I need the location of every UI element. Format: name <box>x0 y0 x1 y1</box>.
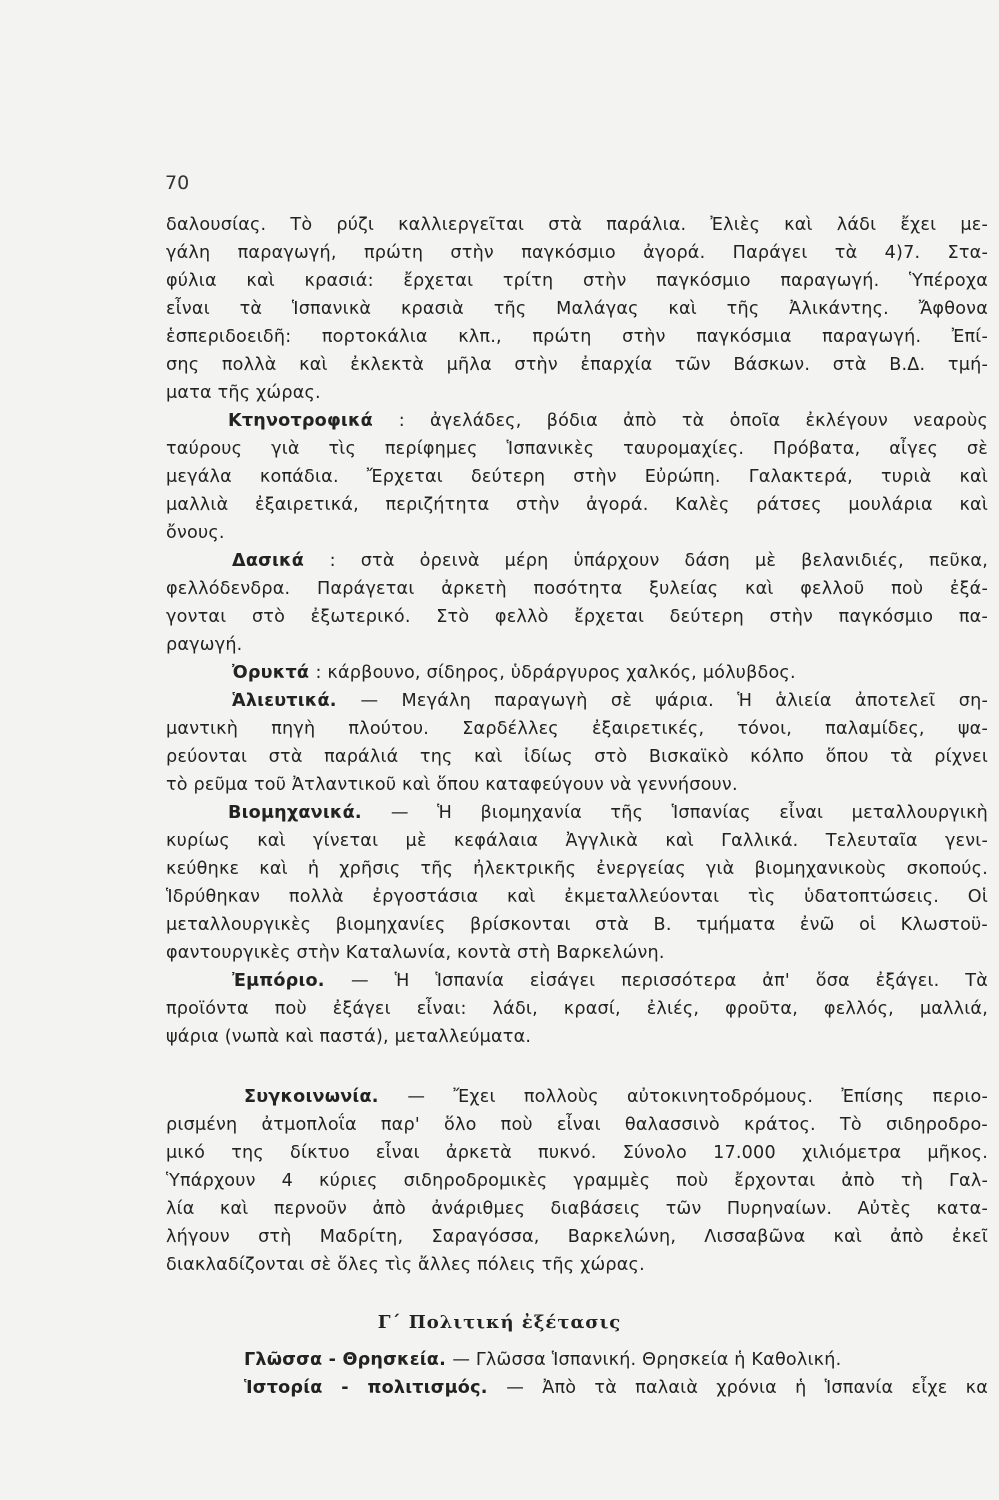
line-text: φελλόδενδρα. Παράγεται ἀρκετὴ ποσότητα ξυλείας καὶ φελλοῦ ποὺ ἐξά- <box>166 579 988 599</box>
text-line <box>166 1169 988 1193</box>
section-title: Γ΄ Πολιτική ἐξέτασις <box>377 1312 622 1333</box>
line-text: ματα τῆς χώρας. <box>166 383 321 403</box>
paragraph-heading: Κτηνοτροφικά <box>228 411 399 431</box>
line-text: σης πολλὰ καὶ ἐκλεκτὰ μῆλα στὴν ἐπαρχία τῶν Βάσκων. στὰ Β.Δ. τμή- <box>166 355 988 375</box>
paragraph-heading: Ἁλιευτικά. <box>232 691 361 711</box>
line-text: κεύθηκε καὶ ἡ χρῆσις τῆς ἠλεκτρικῆς ἐνεργείας γιὰ βιομηχανικοὺς σκοπούς. <box>166 859 988 879</box>
line-text: — Ἡ βιομηχανία τῆς Ἱσπανίας εἶναι μεταλλουργικὴ <box>390 803 988 823</box>
line-text: γονται στὸ ἐξωτερικό. Στὸ φελλὸ ἔρχεται δεύτερη στὴν παγκόσμιο πα- <box>166 607 988 627</box>
text-line <box>166 521 988 545</box>
text-line <box>166 941 988 965</box>
text-line <box>166 633 988 657</box>
text-line <box>228 801 988 825</box>
line-text: ρισμένη ἀτμοπλοΐα παρ' ὅλο ποὺ εἶναι θαλασσινὸ κράτος. Τὸ σιδηροδρο- <box>166 1115 988 1135</box>
line-text: Ἱδρύθηκαν πολλὰ ἐργοστάσια καὶ ἐκμεταλλεύονται τὶς ὑδατοπτώσεις. Οἱ <box>166 887 988 907</box>
text-line <box>166 1141 988 1165</box>
line-text: ἑσπεριδοειδῆ: πορτοκάλια κλπ., πρώτη στὴν παγκόσμια παραγωγή. Ἐπί- <box>166 327 988 347</box>
line-text: μεγάλα κοπάδια. Ἔρχεται δεύτερη στὴν Εὐρώπη. Γαλακτερά, τυριὰ καὶ <box>166 467 988 487</box>
line-text: μαλλιὰ ἐξαιρετικά, περιζήτητα στὴν ἀγορά. Καλὲς ράτσες μουλάρια καὶ <box>166 495 988 515</box>
line-text: ρεύονται στὰ παράλιά της καὶ ἰδίως στὸ Βισκαϊκὸ κόλπο ὅπου τὰ ρίχνει <box>166 747 988 767</box>
text-line <box>166 745 988 769</box>
text-line <box>166 325 988 349</box>
text-line <box>166 465 988 489</box>
text-line <box>228 409 988 433</box>
line-text: κυρίως καὶ γίνεται μὲ κεφάλαια Ἀγγλικὰ καὶ Γαλλικά. Τελευταῖα γενι- <box>166 831 988 851</box>
text-line <box>166 1225 988 1249</box>
line-text: ὄνους. <box>166 523 225 543</box>
line-text: μαντικὴ πηγὴ πλούτου. Σαρδέλλες ἐξαιρετικές, τόνοι, παλαμίδες, ψα- <box>166 719 988 739</box>
line-text: — Ἔχει πολλοὺς αὐτοκινητοδρόμους. Ἐπίσης περιο- <box>407 1087 988 1107</box>
text-line <box>232 549 988 573</box>
line-text: λήγουν στὴ Μαδρίτη, Σαραγόσσα, Βαρκελώνη, Λισσαβῶνα καὶ ἀπὸ ἐκεῖ <box>166 1227 988 1247</box>
page-number: 70 <box>165 172 190 194</box>
text-line <box>166 829 988 853</box>
paragraph-heading: Γλῶσσα - Θρησκεία. <box>244 1350 453 1370</box>
line-text: τὸ ρεῦμα τοῦ Ἀτλαντικοῦ καὶ ὅπου καταφεύγουν νὰ γεννήσουν. <box>166 775 738 795</box>
paragraph-heading: Ἱστορία - πολιτισμός. <box>244 1378 507 1398</box>
text-line <box>244 1348 988 1372</box>
text-line <box>166 997 988 1021</box>
text-line <box>166 437 988 461</box>
line-text: — Ἀπὸ τὰ παλαιὰ χρόνια ἡ Ἱσπανία εἶχε κα <box>506 1378 988 1398</box>
text-line <box>232 661 988 685</box>
line-text: : κάρβουνο, σίδηρος, ὑδράργυρος χαλκός, μόλυβδος. <box>315 663 796 683</box>
line-text: εἶναι τὰ Ἱσπανικὰ κρασιὰ τῆς Μαλάγας καὶ τῆς Ἀλικάντης. Ἄφθονα <box>166 299 988 319</box>
line-text: ταύρους γιὰ τὶς περίφημες Ἱσπανικὲς ταυρομαχίες. Πρόβατα, αἶγες σὲ <box>166 439 988 459</box>
paragraph-heading: Βιομηχανικά. <box>228 803 391 823</box>
line-text: — Ἡ Ἱσπανία εἰσάγει περισσότερα ἀπ' ὅσα ἐξάγει. Τὰ <box>351 971 988 991</box>
text-line <box>166 773 988 797</box>
line-text: φύλια καὶ κρασιά: ἔρχεται τρίτη στὴν παγκόσμιο παραγωγή. Ὑπέροχα <box>166 271 988 291</box>
line-text: προϊόντα ποὺ ἐξάγει εἶναι: λάδι, κρασί, ἐλιές, φροῦτα, φελλός, μαλλιά, <box>166 999 988 1019</box>
text-line <box>166 885 988 909</box>
line-text: μικό της δίκτυο εἶναι ἀρκετὰ πυκνό. Σύνολο 17.000 χιλιόμετρα μῆκος. <box>166 1143 988 1163</box>
line-text: μεταλλουργικὲς βιομηχανίες βρίσκονται στὰ Β. τμήματα ἐνῶ οἱ Κλωστοϋ- <box>166 915 988 935</box>
text-line <box>166 1025 988 1049</box>
line-text: : στὰ ὀρεινὰ μέρη ὑπάρχουν δάση μὲ βελανιδιές, πεῦκα, <box>329 551 988 571</box>
line-text: : ἀγελάδες, βόδια ἀπὸ τὰ ὁποῖα ἐκλέγουν νεαροὺς <box>398 411 988 431</box>
line-text: Ὑπάρχουν 4 κύριες σιδηροδρομικὲς γραμμὲς ποὺ ἔρχονται ἀπὸ τὴ Γαλ- <box>166 1171 988 1191</box>
text-line <box>232 689 988 713</box>
line-text: — Γλῶσσα Ἱσπανική. Θρησκεία ἡ Καθολική. <box>452 1350 842 1370</box>
line-text: λία καὶ περνοῦν ἀπὸ ἀνάριθμες διαβάσεις τῶν Πυρηναίων. Αὐτὲς κατα- <box>166 1199 988 1219</box>
text-line <box>166 913 988 937</box>
text-line <box>166 577 988 601</box>
text-line <box>244 1085 988 1109</box>
text-line <box>166 1253 988 1277</box>
line-text: γάλη παραγωγή, πρώτη στὴν παγκόσμιο ἀγορά. Παράγει τὰ 4)7. Στα- <box>166 243 988 263</box>
text-line <box>244 1376 988 1400</box>
line-text: ψάρια (νωπὰ καὶ παστά), μεταλλεύματα. <box>166 1027 532 1047</box>
text-line <box>166 269 988 293</box>
text-line <box>166 1197 988 1221</box>
text-line <box>166 353 988 377</box>
paragraph-heading: Ἐμπόριο. <box>232 971 352 991</box>
text-line <box>166 213 988 237</box>
text-line <box>166 297 988 321</box>
text-line <box>166 381 988 405</box>
line-text: διακλαδίζονται σὲ ὅλες τὶς ἄλλες πόλεις τῆς χώρας. <box>166 1255 645 1275</box>
paragraph-heading: Δασικά <box>232 551 330 571</box>
line-text: δαλουσίας. Τὸ ρύζι καλλιεργεῖται στὰ παράλια. Ἐλιὲς καὶ λάδι ἔχει με- <box>166 215 988 235</box>
text-line <box>166 1113 988 1137</box>
text-line <box>166 717 988 741</box>
text-line <box>166 493 988 517</box>
line-text: φαντουργικὲς στὴν Καταλωνία, κοντὰ στὴ Βαρκελώνη. <box>166 943 665 963</box>
text-line <box>166 857 988 881</box>
text-line <box>166 605 988 629</box>
paragraph-heading: Συγκοινωνία. <box>244 1087 408 1107</box>
paragraph-heading: Ὀρυκτά <box>232 663 316 683</box>
line-text: — Μεγάλη παραγωγὴ σὲ ψάρια. Ἡ ἁλιεία ἀποτελεῖ ση- <box>360 691 988 711</box>
text-line <box>166 241 988 265</box>
line-text: ραγωγή. <box>166 635 243 655</box>
text-line <box>232 969 988 993</box>
